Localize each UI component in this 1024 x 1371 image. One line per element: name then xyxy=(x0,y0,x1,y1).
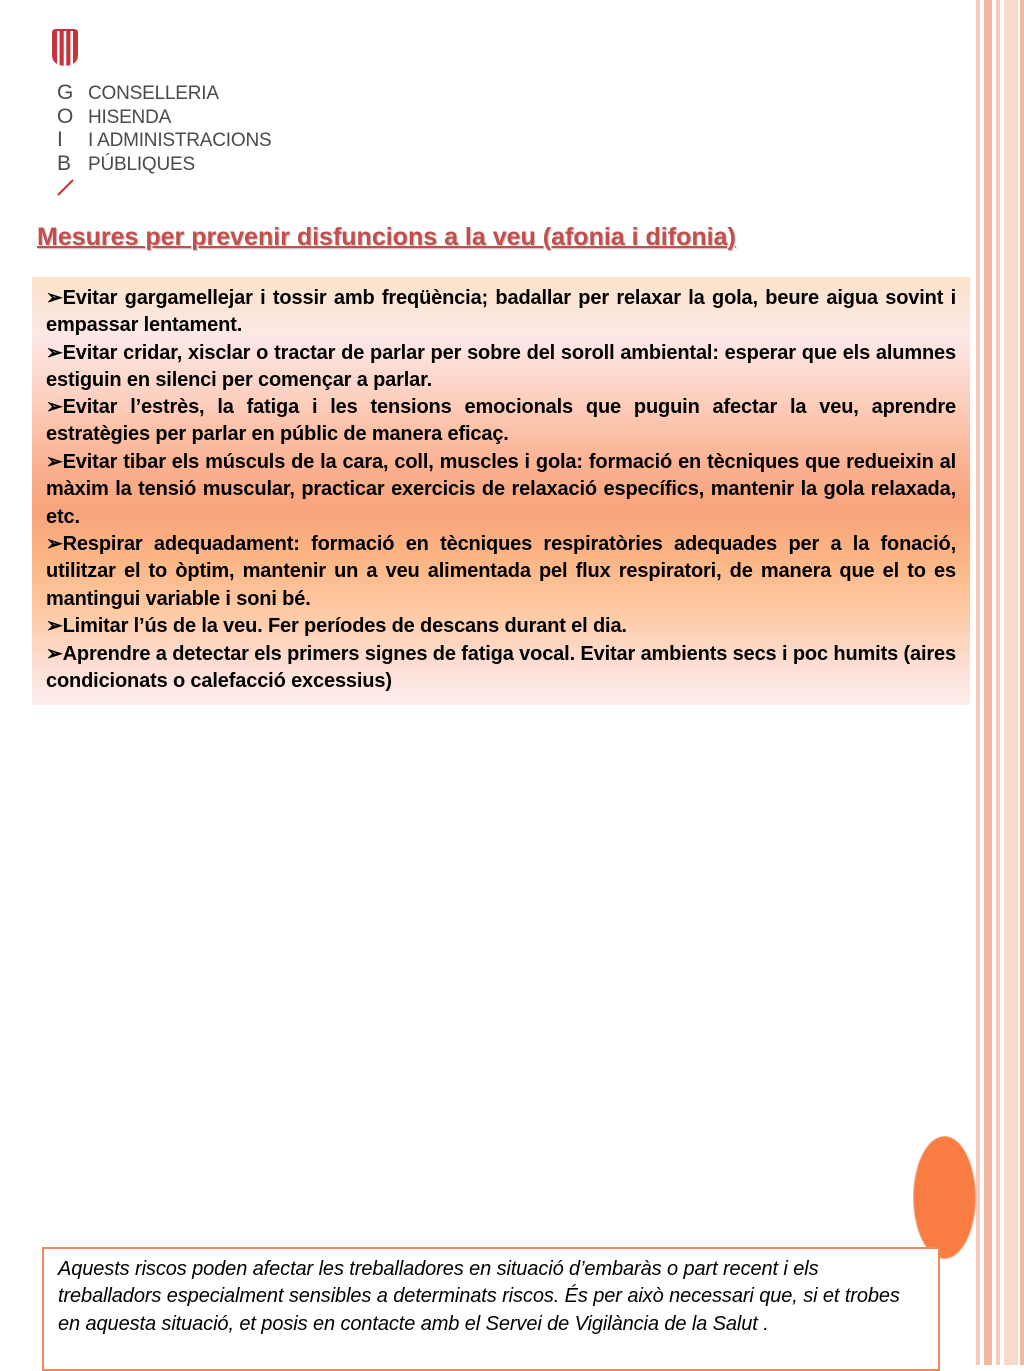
department-line: HISENDA xyxy=(88,106,172,128)
logo-slash-icon xyxy=(57,178,75,196)
department-line: I ADMINISTRACIONS xyxy=(88,130,272,151)
goib-emblem-icon xyxy=(50,27,80,67)
decorative-stripe xyxy=(984,0,992,1365)
bullet-arrow-icon: ➢ xyxy=(46,287,63,309)
decorative-stripe xyxy=(1004,0,1018,1365)
goib-logo-letters xyxy=(57,81,79,175)
measure-text: Limitar l’ús de la veu. Fer períodes de descans durant el dia. xyxy=(62,615,627,637)
department-line: PÚBLIQUES xyxy=(88,153,195,175)
logo-letter: I xyxy=(57,128,63,151)
decorative-stripe xyxy=(996,0,1000,1365)
measure-item xyxy=(46,285,956,340)
measure-text: Evitar tibar els músculs de la cara, coll, muscles i gola: formació en tècniques que redueixin al màxim la tensió muscular, practicar exercicis de relaxació específics, mantenir la gola relaxada, etc. xyxy=(46,451,956,528)
measure-text: Aprendre a detectar els primers signes de fatiga vocal. Evitar ambients secs i poc humits (aires condicionats o calefacció excessius) xyxy=(46,643,956,693)
measure-text: Respirar adequadament: formació en tècniques respiratòries adequades per a la fonació, utilitzar el to òptim, mantenir un a veu alimentada pel flux respiratori, de manera que el to es mantingui variable i soni bé. xyxy=(46,533,956,610)
measure-text: Evitar gargamellejar i tossir amb freqüència; badallar per relaxar la gola, beure aigua sovint i empassar lentament. xyxy=(46,287,956,337)
measure-item xyxy=(46,531,956,613)
bullet-arrow-icon: ➢ xyxy=(46,451,63,473)
logo-letter: B xyxy=(57,151,72,175)
decorative-stripe xyxy=(1020,0,1024,1365)
measure-item xyxy=(46,641,956,696)
logo-letter: G xyxy=(57,81,74,104)
department-name xyxy=(88,82,271,176)
bullet-arrow-icon: ➢ xyxy=(46,342,63,364)
bullet-arrow-icon: ➢ xyxy=(46,396,63,418)
logo-letter: O xyxy=(57,104,74,128)
decorative-stripe xyxy=(976,0,980,1365)
bullet-arrow-icon: ➢ xyxy=(46,643,63,665)
measure-item xyxy=(46,613,956,640)
bullet-arrow-icon: ➢ xyxy=(46,615,63,637)
decorative-oval xyxy=(914,1137,975,1258)
measure-text: Evitar l’estrès, la fatiga i les tensions emocionals que puguin afectar la veu, aprendre estratègies per parlar en públic de manera eficaç. xyxy=(46,396,956,446)
page-title: Mesures per prevenir disfuncions a la veu (afonia i difonia) xyxy=(37,223,736,251)
bullet-arrow-icon: ➢ xyxy=(46,533,63,555)
note-text: Aquests riscos poden afectar les treballadores en situació d’embaràs o part recent i els treballadors especialment sensibles a determinats riscos. És per això necessari que, si et trobes en aquesta situació, et posis en contacte amb el Servei de Vigilància de la Salut . xyxy=(58,1258,900,1335)
measure-item xyxy=(46,449,956,531)
measure-item xyxy=(46,340,956,395)
department-line: CONSELLERIA xyxy=(88,83,219,104)
measure-item xyxy=(46,394,956,449)
measure-text: Evitar cridar, xisclar o tractar de parlar per sobre del soroll ambiental: esperar que els alumnes estiguin en silenci per començar a parlar. xyxy=(46,342,956,392)
